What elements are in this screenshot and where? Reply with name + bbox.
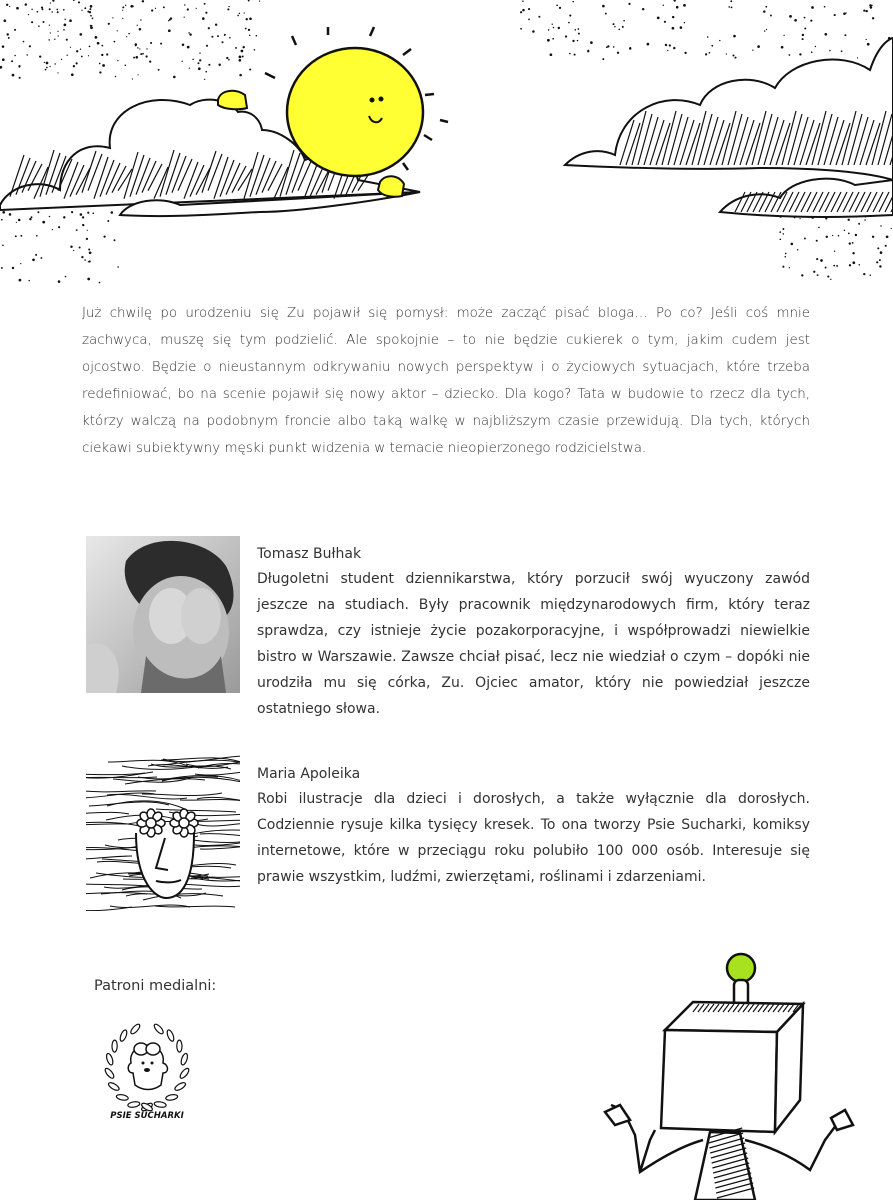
- author-bio-text: Długoletni student dziennikarstwa, który porzucił swój wyuczony zawód jeszcze na studiach. Były pracownik międzynarodowych firm, który teraz sprawdza, czy istnieje życie pozakorporacyjne, i współprowadzi niewielkie bistro w Warszawie. Zawsze chciał pisać, lecz nie wiedział o czym – dopóki nie urodziła mu się córka, Zu. Ojciec amator, który nie powiedział jeszcze ostatniego słowa.: [257, 571, 810, 717]
- author-bio-text: Robi ilustracje dla dzieci i dorosłych, a także wyłącznie dla dorosłych. Codziennie rysuje kilka tysięcy kresek. To ona tworzy Psie Sucharki, komiksy internetowe, które w przeciągu roku polubiło 100 000 osób. Interesuje się prawie wszystkim, ludźmi, zwierzętami, roślinami i zdarzeniami.: [257, 791, 810, 885]
- psie-sucharki-logo[interactable]: [97, 1015, 197, 1125]
- header-illustration: [0, 0, 893, 290]
- author-photo-tomasz: [86, 536, 240, 693]
- patrons-label: Patroni medialni:: [94, 978, 217, 994]
- author-illustration-maria: [86, 753, 240, 911]
- robot-illustration: [595, 940, 855, 1200]
- intro-paragraph: Już chwilę po urodzeniu się Zu pojawił się pomysł: może zacząć pisać bloga… Po co? Jeśli coś mnie zachwyca, muszę się tym podzielić. Ale spokojnie – to nie będzie cukierek o tym, jakim cudem jest ojcostwo. Będzie o nieustannym odkrywaniu nowych perspektyw i o życiowych sytuacjach, które trzeba redefiniować, bo na scenie pojawił się nowy aktor – dziecko. Dla kogo? Tata w budowie to rzecz dla tych, którzy walczą na podobnym froncie albo taką walkę w najbliższym czasie przewidują. Dla tych, których ciekawi subiektywny męski punkt widzenia w temacie nieopierzonego rodzicielstwa.: [82, 306, 810, 456]
- intro-text: [82, 300, 810, 462]
- author-bio-maria: [257, 762, 810, 890]
- author-bio-tomasz: [257, 542, 810, 722]
- author-name: Maria Apoleika: [257, 766, 361, 782]
- author-name: Tomasz Bułhak: [257, 546, 362, 562]
- logo-text: PSIE SUCHARKI: [110, 1111, 184, 1121]
